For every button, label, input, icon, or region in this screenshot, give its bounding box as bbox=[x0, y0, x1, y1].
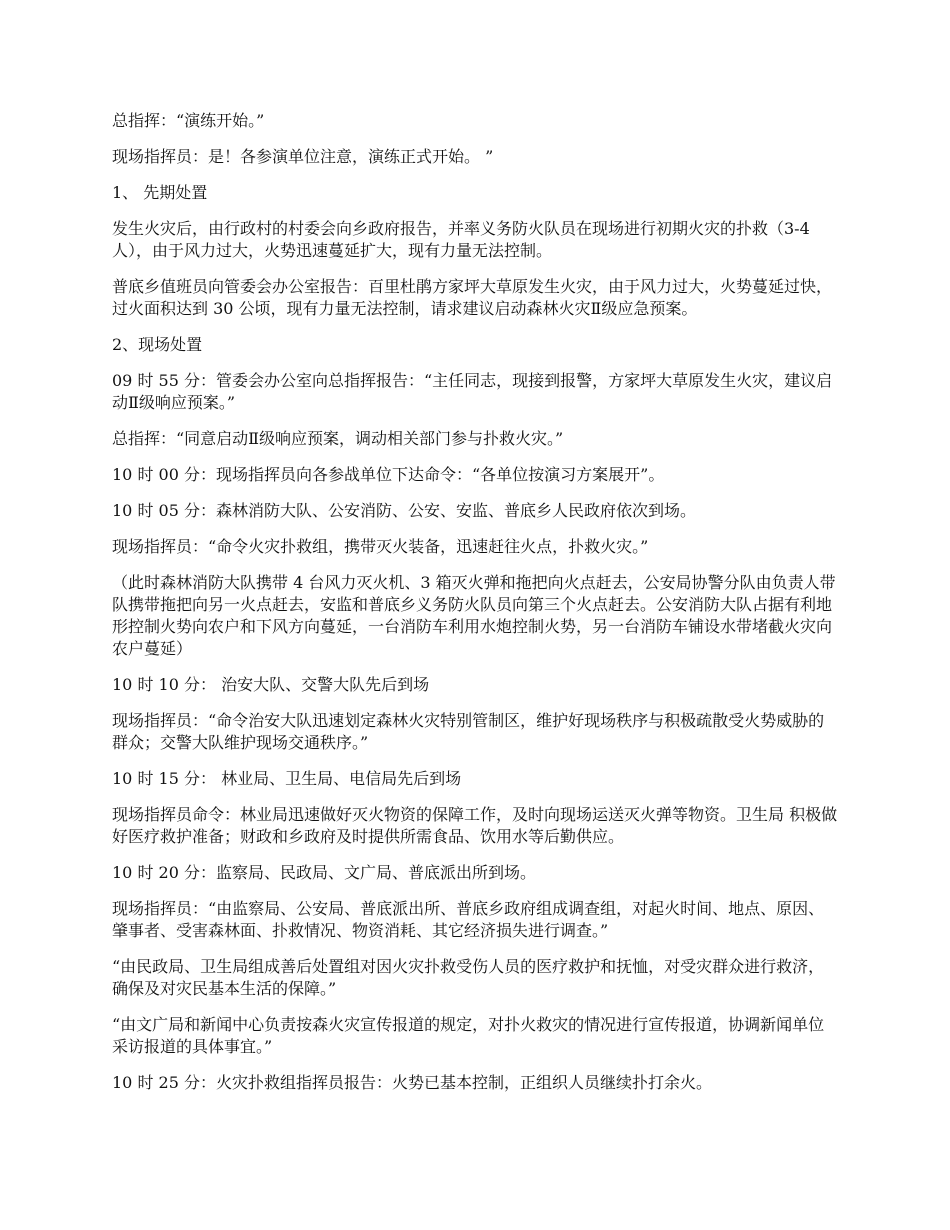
paragraph: 10 时 20 分：监察局、民政局、文广局、普底派出所到场。 bbox=[112, 863, 536, 882]
paragraph: 现场指挥员：是！各参演单位注意，演练正式开始。 ” bbox=[112, 147, 494, 166]
paragraph: 总指挥：“演练开始。” bbox=[112, 111, 265, 130]
paragraph: 总指挥：“同意启动Ⅱ级响应预案，调动相关部门参与扑救火灾。” bbox=[112, 429, 564, 448]
paragraph: 普底乡值班员向管委会办公室报告：百里杜鹃方家坪大草原发生火灾，由于风力过大，火势蔓延过快，过火面积达到 30 公顷，现有力量无法控制，请求建议启动森林火灾Ⅱ级应急预案。 bbox=[112, 277, 833, 318]
paragraph: 现场指挥员：“命令治安大队迅速划定森林火灾特别管制区，维护好现场秩序与积极疏散受火势威胁的群众；交警大队维护现场交通秩序。” bbox=[112, 711, 825, 752]
paragraph: 发生火灾后，由行政村的村委会向乡政府报告，并率义务防火队员在现场进行初期火灾的扑救（3-4 人），由于风力过大，火势迅速蔓延扩大，现有力量无法控制。 bbox=[112, 219, 810, 260]
paragraph: 10 时 25 分：火灾扑救组指挥员报告：火势已基本控制，正组织人员继续扑打余火。 bbox=[112, 1073, 712, 1092]
section-heading: 2、现场处置 bbox=[112, 335, 203, 354]
paragraph: 09 时 55 分：管委会办公室向总指挥报告：“主任同志，现接到报警，方家坪大草原发生火灾，建议启动Ⅱ级响应预案。” bbox=[112, 371, 833, 412]
paragraph: （此时森林消防大队携带 4 台风力灭火机、3 箱灭火弹和拖把向火点赶去，公安局协警分队由负责人带队携带拖把向另一火点赶去，安监和普底乡义务防火队员向第三个火点赶去。公安消防大队占据有利地形控制火势向农户和下风方向蔓延，一台消防车利用水炮控制火势，另一台消防车铺设水带堵截火灾向农户蔓延） bbox=[112, 573, 836, 658]
paragraph: “由民政局、卫生局组成善后处置组对因火灾扑救受伤人员的医疗救护和抚恤，对受灾群众进行救济，确保及对灾民基本生活的保障。” bbox=[112, 957, 825, 998]
paragraph: 现场指挥员命令：林业局迅速做好灭火物资的保障工作，及时向现场运送灭火弹等物资。卫生局 积极做好医疗救护准备；财政和乡政府及时提供所需食品、饮用水等后勤供应。 bbox=[112, 805, 838, 846]
section-heading: 1、 先期处置 bbox=[112, 183, 208, 202]
paragraph: 10 时 00 分：现场指挥员向各参战单位下达命令：“各单位按演习方案展开”。 bbox=[112, 465, 665, 484]
paragraph: 10 时 10 分： 治安大队、交警大队先后到场 bbox=[112, 675, 430, 694]
paragraph: “由文广局和新闻中心负责按森火灾宣传报道的规定，对扑火救灾的情况进行宣传报道，协调新闻单位采访报道的具体事宜。” bbox=[112, 1015, 825, 1056]
paragraph: 现场指挥员：“命令火灾扑救组，携带灭火装备，迅速赶往火点，扑救火灾。” bbox=[112, 537, 649, 556]
paragraph: 10 时 15 分： 林业局、卫生局、电信局先后到场 bbox=[112, 769, 462, 788]
paragraph: 10 时 05 分：森林消防大队、公安消防、公安、安监、普底乡人民政府依次到场。 bbox=[112, 501, 696, 520]
paragraph: 现场指挥员：“由监察局、公安局、普底派出所、普底乡政府组成调查组，对起火时间、地点、原因、肇事者、受害森林面、扑救情况、物资消耗、其它经济损失进行调查。” bbox=[112, 899, 825, 940]
